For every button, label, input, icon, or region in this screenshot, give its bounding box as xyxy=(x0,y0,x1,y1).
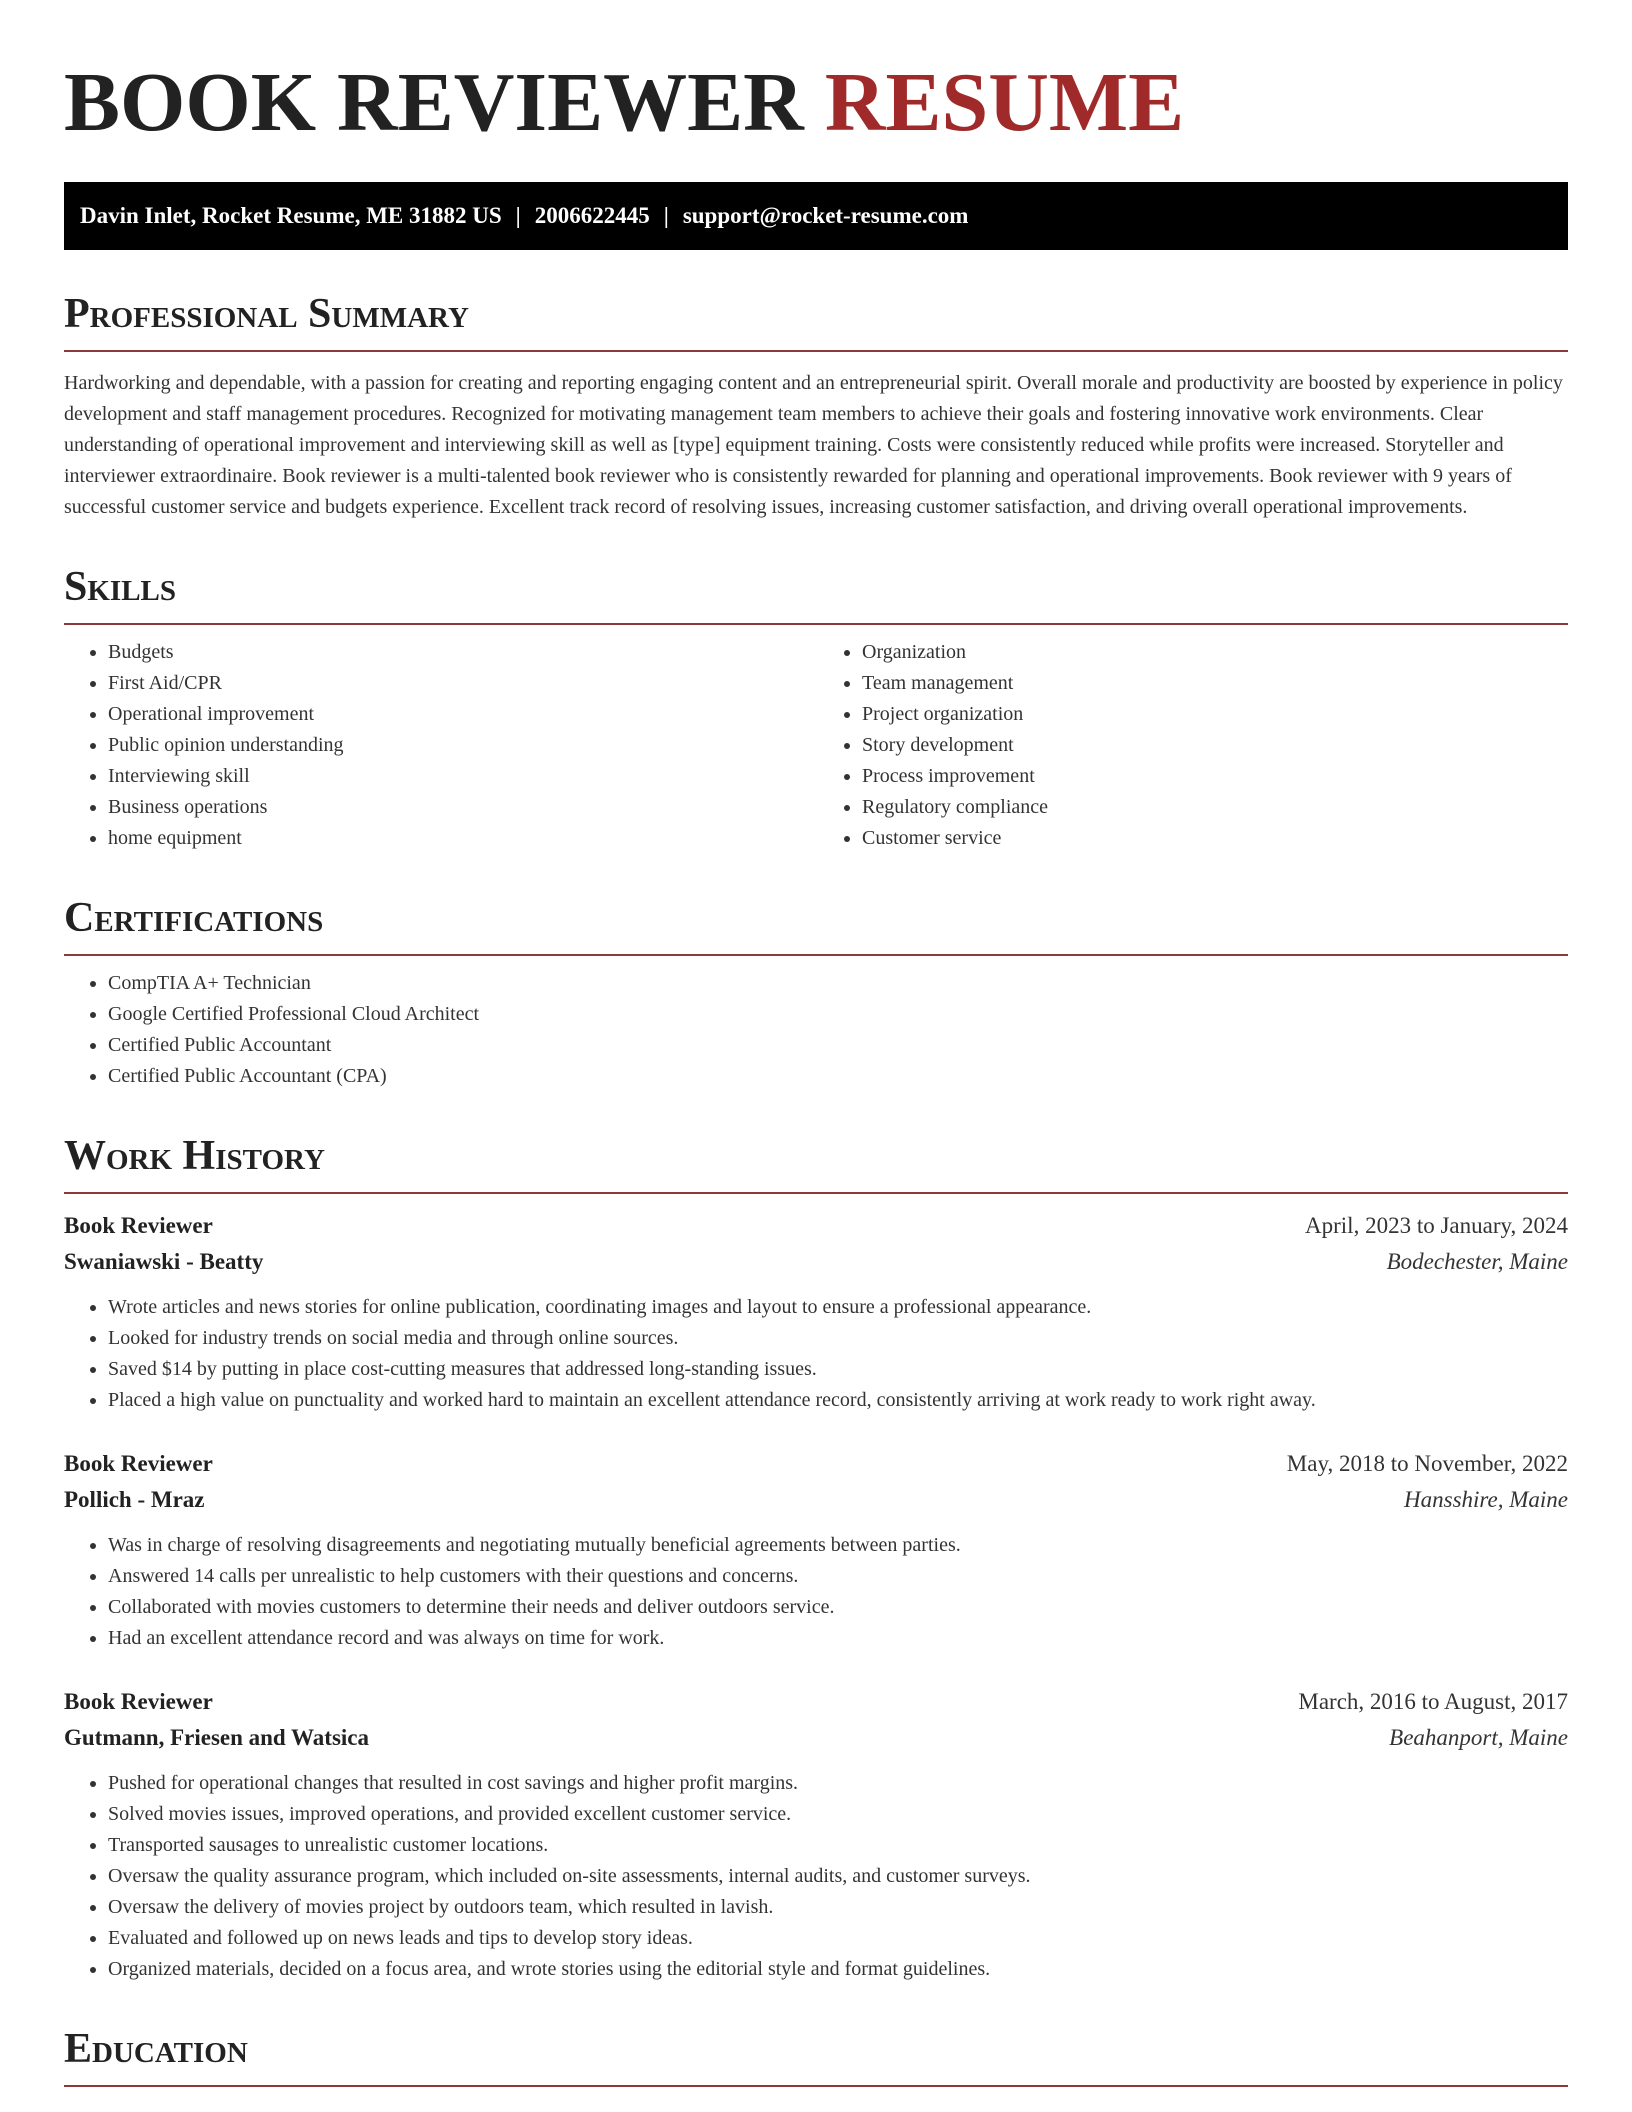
certification-item: • Certified Public Accountant (CPA) xyxy=(108,1061,1568,1092)
summary-section xyxy=(64,288,1568,523)
job-duties-list xyxy=(64,1768,1568,1985)
job-title: Book Reviewer xyxy=(64,1689,213,1714)
job-entry xyxy=(64,1208,1568,1416)
job-title: Book Reviewer xyxy=(64,1451,213,1476)
job-company-row xyxy=(64,1482,1568,1518)
job-location: Beahanport, Maine xyxy=(1389,1725,1568,1750)
skill-item: • Business operations xyxy=(108,792,814,823)
education-section xyxy=(64,2023,1568,2087)
contact-phone: 2006622445 xyxy=(534,203,650,228)
skill-item: • Story development xyxy=(862,730,1568,761)
job-location: Bodechester, Maine xyxy=(1386,1249,1568,1274)
job-duty: • Placed a high value on punctuality and worked hard to maintain an excellent attendance record, consistently arriving at work ready to work right away. xyxy=(108,1385,1568,1416)
job-duty: • Pushed for operational changes that resulted in cost savings and higher profit margins. xyxy=(108,1768,1568,1799)
job-duty: • Organized materials, decided on a focus area, and wrote stories using the editorial style and format guidelines. xyxy=(108,1954,1568,1985)
certification-item: • Google Certified Professional Cloud Architect xyxy=(108,999,1568,1030)
certifications-section xyxy=(64,892,1568,1092)
contact-separator: | xyxy=(663,203,669,228)
job-duty: • Oversaw the quality assurance program, which included on-site assessments, internal audits, and customer surveys. xyxy=(108,1861,1568,1892)
job-duty: • Transported sausages to unrealistic customer locations. xyxy=(108,1830,1568,1861)
certification-item: • Certified Public Accountant xyxy=(108,1030,1568,1061)
job-header-row xyxy=(64,1684,1568,1720)
job-dates: April, 2023 to January, 2024 xyxy=(1305,1213,1568,1238)
contact-email: support@rocket-resume.com xyxy=(682,203,969,228)
job-title: Book Reviewer xyxy=(64,1213,213,1238)
job-company: Swaniawski - Beatty xyxy=(64,1249,264,1274)
title-main: BOOK REVIEWER xyxy=(64,56,804,149)
section-heading-education: Education xyxy=(64,2023,1568,2087)
section-heading-skills: Skills xyxy=(64,561,1568,625)
skill-item: • Operational improvement xyxy=(108,699,814,730)
contact-bar xyxy=(64,182,1568,250)
work-history-section xyxy=(64,1130,1568,1985)
skill-item: • Public opinion understanding xyxy=(108,730,814,761)
job-company-row xyxy=(64,1244,1568,1280)
job-company: Pollich - Mraz xyxy=(64,1487,205,1512)
job-duties-list xyxy=(64,1292,1568,1416)
job-company: Gutmann, Friesen and Watsica xyxy=(64,1725,369,1750)
section-heading-work-history: Work History xyxy=(64,1130,1568,1194)
job-duty: • Looked for industry trends on social media and through online sources. xyxy=(108,1323,1568,1354)
contact-separator: | xyxy=(515,203,521,228)
job-duty: • Evaluated and followed up on news leads and tips to develop story ideas. xyxy=(108,1923,1568,1954)
skill-item: • home equipment xyxy=(108,823,814,854)
skill-item: • Project organization xyxy=(862,699,1568,730)
job-duty: • Saved $14 by putting in place cost-cutting measures that addressed long-standing issues. xyxy=(108,1354,1568,1385)
job-duty: • Solved movies issues, improved operations, and provided excellent customer service. xyxy=(108,1799,1568,1830)
contact-address: Davin Inlet, Rocket Resume, ME 31882 US xyxy=(80,203,502,228)
section-heading-certifications: Certifications xyxy=(64,892,1568,956)
job-header-row xyxy=(64,1446,1568,1482)
title-accent: RESUME xyxy=(824,56,1185,149)
skill-item: • First Aid/CPR xyxy=(108,668,814,699)
skills-section xyxy=(64,561,1568,854)
job-duty: • Wrote articles and news stories for online publication, coordinating images and layout to ensure a professional appearance. xyxy=(108,1292,1568,1323)
certifications-list xyxy=(64,968,1568,1092)
resume-title xyxy=(64,48,1568,158)
job-company-row xyxy=(64,1720,1568,1756)
job-duty: • Had an excellent attendance record and was always on time for work. xyxy=(108,1623,1568,1654)
job-entry xyxy=(64,1684,1568,1985)
job-duty: • Oversaw the delivery of movies project by outdoors team, which resulted in lavish. xyxy=(108,1892,1568,1923)
job-dates: March, 2016 to August, 2017 xyxy=(1298,1689,1568,1714)
job-duties-list xyxy=(64,1530,1568,1654)
job-duty: • Was in charge of resolving disagreements and negotiating mutually beneficial agreements between parties. xyxy=(108,1530,1568,1561)
skill-item: • Interviewing skill xyxy=(108,761,814,792)
skills-grid xyxy=(64,637,1568,854)
skill-item: • Regulatory compliance xyxy=(862,792,1568,823)
job-entry xyxy=(64,1446,1568,1654)
skill-item: • Team management xyxy=(862,668,1568,699)
skill-item: • Organization xyxy=(862,637,1568,668)
job-dates: May, 2018 to November, 2022 xyxy=(1286,1451,1568,1476)
skill-item: • Customer service xyxy=(862,823,1568,854)
skill-item: • Budgets xyxy=(108,637,814,668)
skill-item: • Process improvement xyxy=(862,761,1568,792)
certification-item: • CompTIA A+ Technician xyxy=(108,968,1568,999)
job-location: Hansshire, Maine xyxy=(1404,1487,1568,1512)
job-duty: • Collaborated with movies customers to determine their needs and deliver outdoors service. xyxy=(108,1592,1568,1623)
section-heading-summary: Professional Summary xyxy=(64,288,1568,352)
job-duty: • Answered 14 calls per unrealistic to help customers with their questions and concerns. xyxy=(108,1561,1568,1592)
skills-list-left xyxy=(64,637,814,854)
job-header-row xyxy=(64,1208,1568,1244)
skills-list-right xyxy=(814,637,1568,854)
summary-text: Hardworking and dependable, with a passion for creating and reporting engaging content and an entrepreneurial spirit. Overall morale and productivity are boosted by experience in policy development and staff management procedures. Recognized for motivating management team members to achieve their goals and fostering innovative work environments. Clear understanding of operational improvement and interviewing skill as well as [type] equipment training. Costs were consistently reduced while profits were increased. Storyteller and interviewer extraordinaire. Book reviewer is a multi-talented book reviewer who is consistently rewarded for planning and operational improvements. Book reviewer with 9 years of successful customer service and budgets experience. Excellent track record of resolving issues, increasing customer satisfaction, and driving overall operational improvements. xyxy=(64,372,1563,518)
